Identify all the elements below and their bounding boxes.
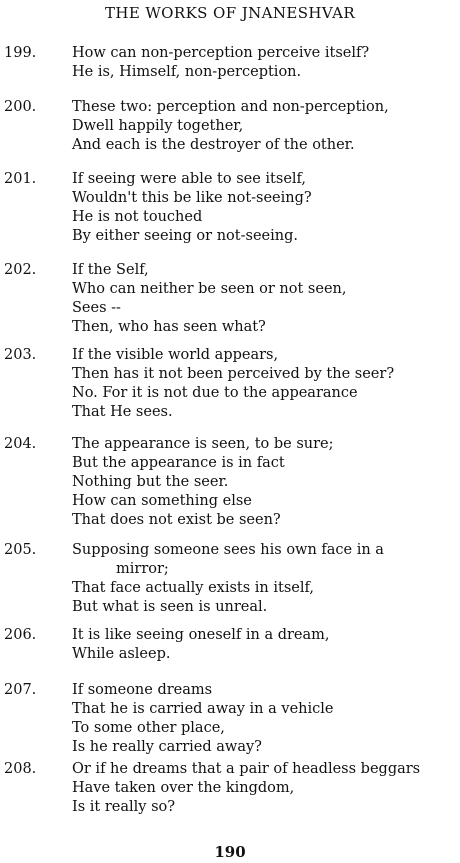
verse-text	[72, 98, 460, 155]
verse-number: 203.	[4, 347, 37, 363]
verse-number: 208.	[4, 761, 37, 777]
verse-line: But the appearance is in fact	[72, 455, 285, 471]
verse-line: That he is carried away in a vehicle	[72, 701, 334, 717]
verse-text	[72, 44, 460, 82]
verse-text	[72, 626, 460, 664]
verse-text	[72, 346, 460, 422]
verse-text	[72, 541, 460, 617]
verse-line: If the Self,	[72, 262, 149, 278]
verse-number: 206.	[4, 627, 37, 643]
verse-line: How can something else	[72, 493, 252, 509]
verse-line: No. For it is not due to the appearance	[72, 385, 358, 401]
verse-text	[72, 435, 460, 530]
verse-line: He is, Himself, non-perception.	[72, 64, 302, 80]
verse-line: If the visible world appears,	[72, 347, 279, 363]
verse-line: If seeing were able to see itself,	[72, 171, 307, 187]
verse-line: By either seeing or not-seeing.	[72, 228, 298, 244]
verse-number: 199.	[4, 45, 37, 61]
verse-line: How can non-perception perceive itself?	[72, 45, 370, 61]
verse-line: Then has it not been perceived by the seer?	[72, 366, 395, 382]
verse-line: If someone dreams	[72, 682, 213, 698]
running-head: THE WORKS OF JNANESHVAR	[104, 4, 356, 22]
verse-line: Sees --	[72, 300, 121, 316]
verse-text	[72, 760, 460, 817]
verse-line: Nothing but the seer.	[72, 474, 229, 490]
verse-line: To some other place,	[72, 720, 225, 736]
verse-number: 205.	[4, 542, 37, 558]
verse-number: 201.	[4, 171, 37, 187]
verse-number: 207.	[4, 682, 37, 698]
verse-text	[72, 681, 460, 757]
verse-line: That does not exist be seen?	[72, 512, 281, 528]
page-number: 190	[214, 843, 246, 861]
verse-line: The appearance is seen, to be sure;	[72, 436, 334, 452]
verse-number: 200.	[4, 99, 37, 115]
verse-line: Is he really carried away?	[72, 739, 262, 755]
verse-line: Or if he dreams that a pair of headless beggars	[72, 761, 421, 777]
verse-line: Have taken over the kingdom,	[72, 780, 295, 796]
verse-line: Is it really so?	[72, 799, 176, 815]
verse-line: These two: perception and non-perception,	[72, 99, 389, 115]
verse-line: That He sees.	[72, 404, 173, 420]
verse-number: 202.	[4, 262, 37, 278]
verse-text	[72, 261, 460, 337]
verse-text	[72, 170, 460, 246]
verse-line: But what is seen is unreal.	[72, 599, 268, 615]
verse-line: And each is the destroyer of the other.	[72, 137, 355, 153]
verse-line: Then, who has seen what?	[72, 319, 266, 335]
verse-line: mirror;	[116, 561, 169, 577]
verse-line: That face actually exists in itself,	[72, 580, 314, 596]
verse-line: While asleep.	[72, 646, 171, 662]
verse-line: He is not touched	[72, 209, 203, 225]
verse-number: 204.	[4, 436, 37, 452]
verse-line: Supposing someone sees his own face in a	[72, 542, 384, 558]
verse-line: It is like seeing oneself in a dream,	[72, 627, 330, 643]
verse-line: Dwell happily together,	[72, 118, 244, 134]
verse-line: Wouldn't this be like not-seeing?	[72, 190, 312, 206]
verse-line: Who can neither be seen or not seen,	[72, 281, 347, 297]
